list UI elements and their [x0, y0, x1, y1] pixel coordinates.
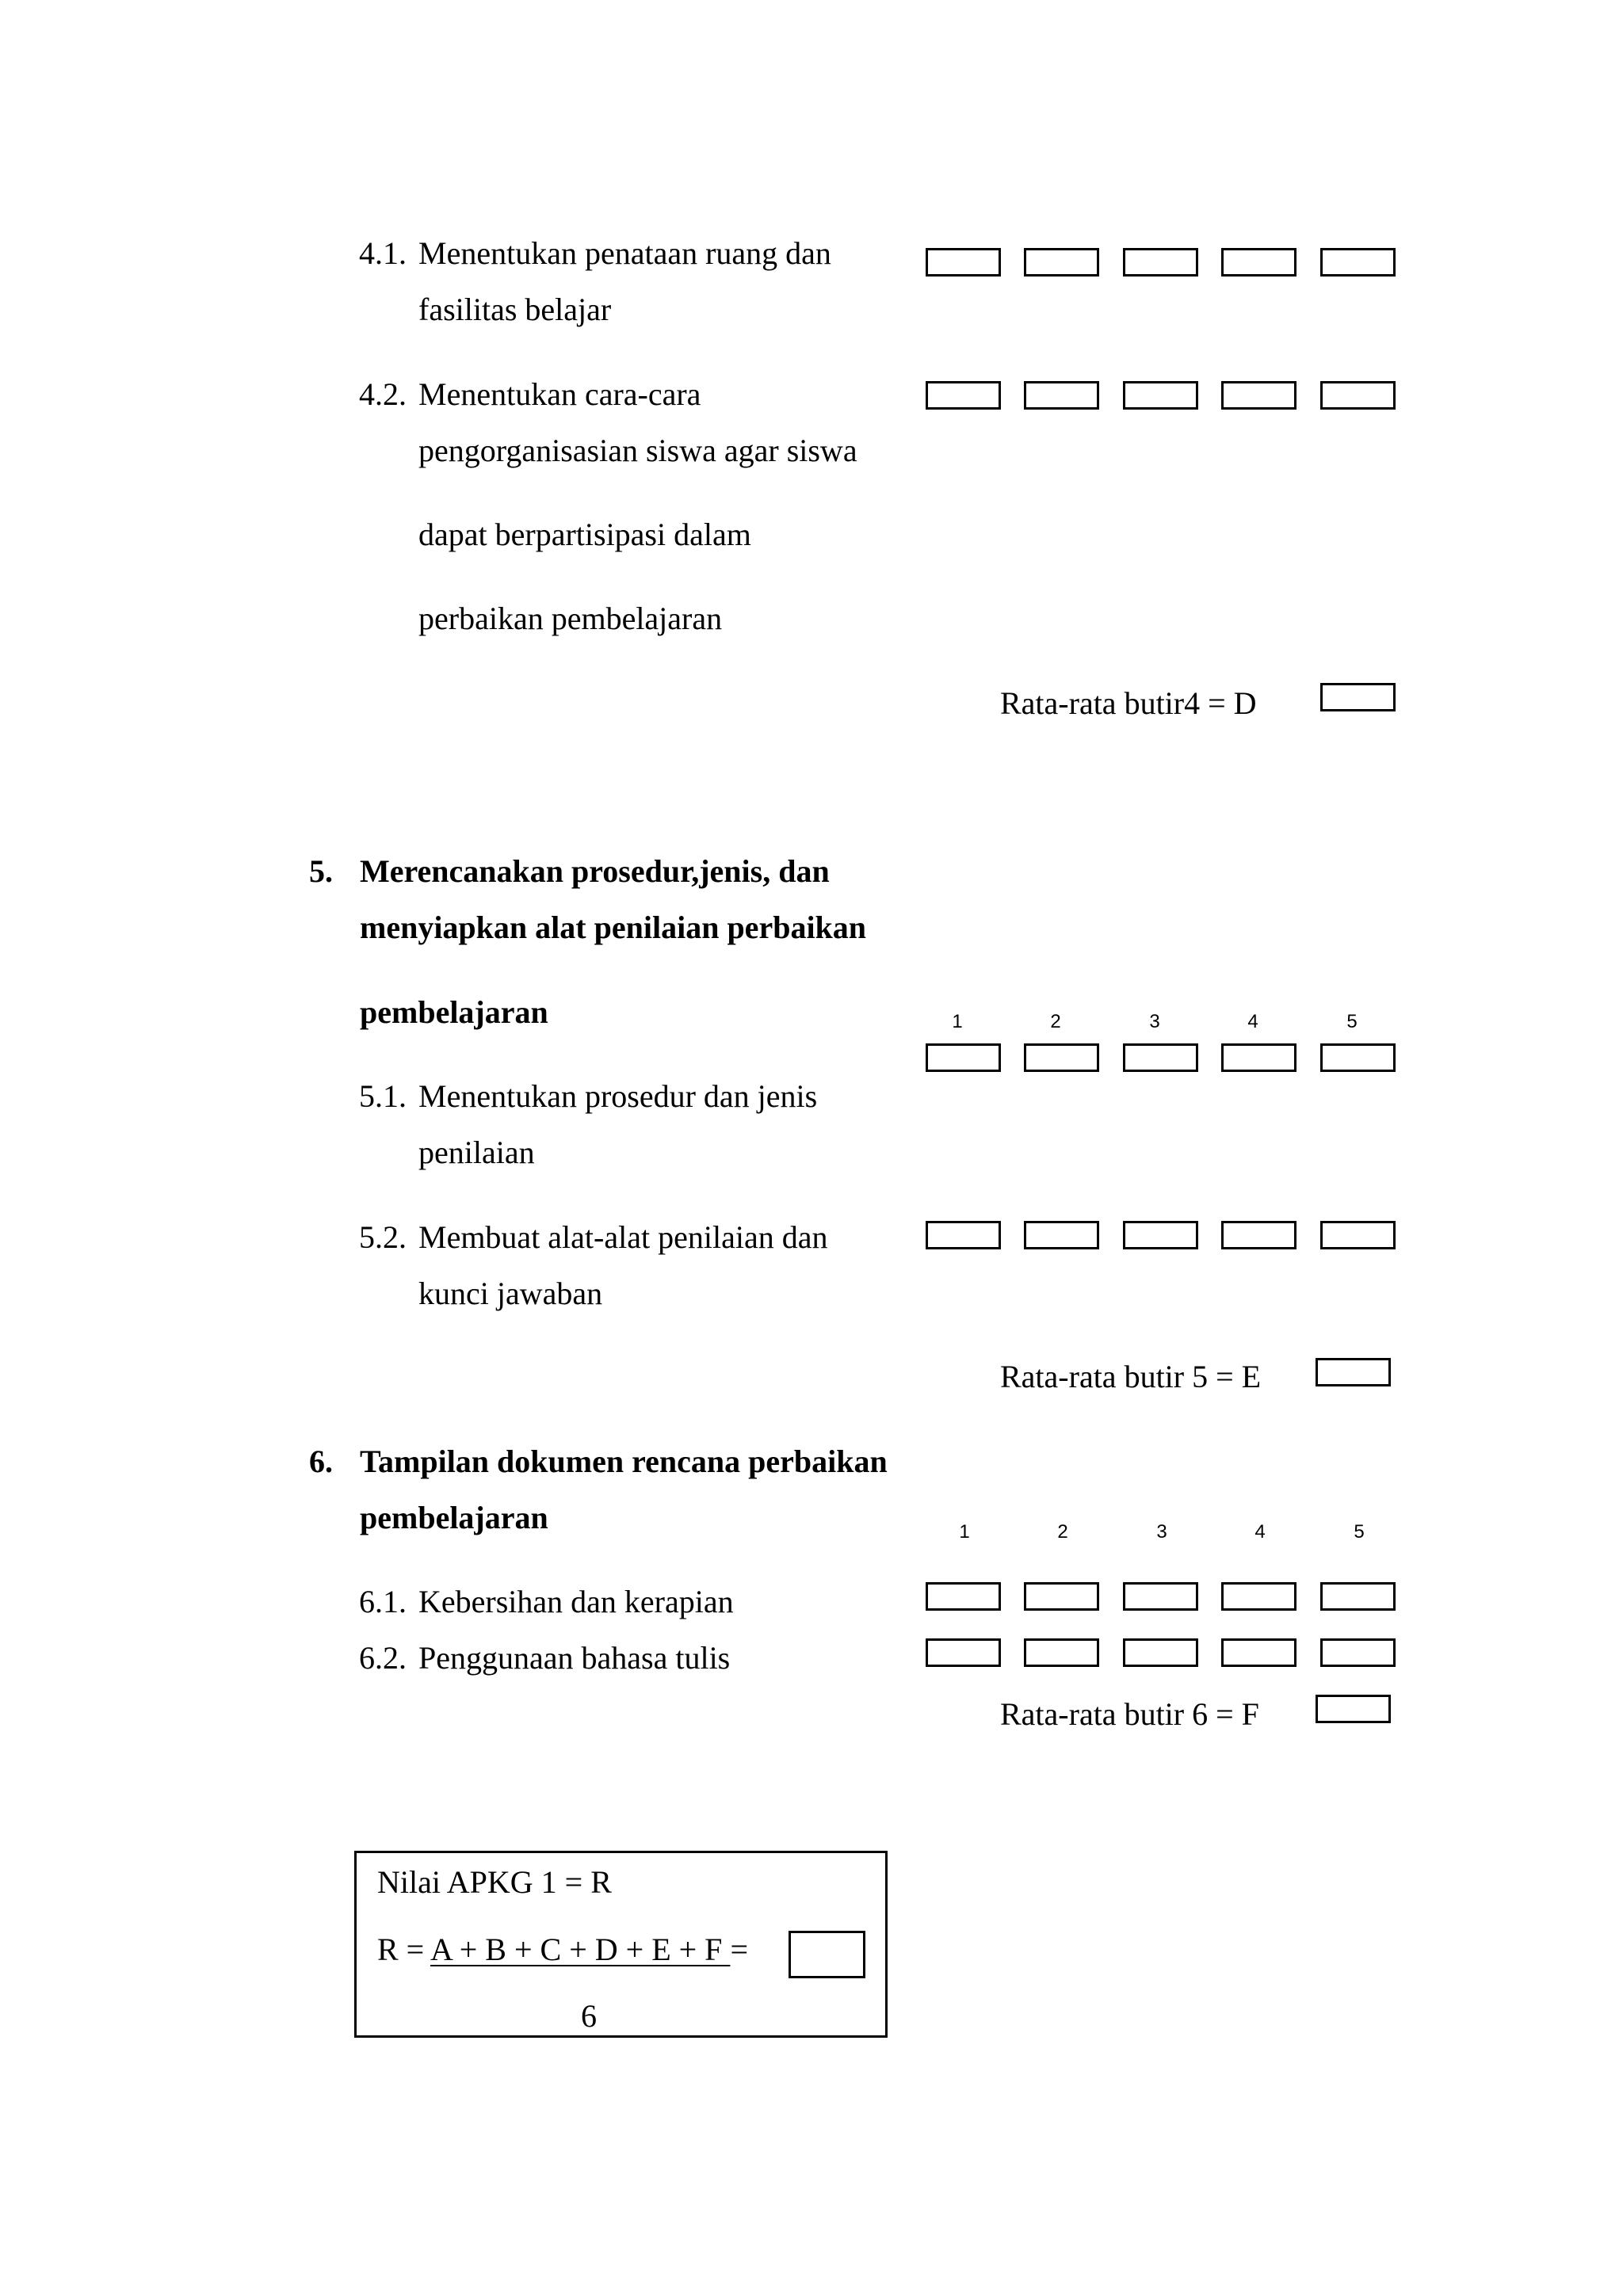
rating-box-6-1-2[interactable] — [1024, 1582, 1099, 1611]
average-label-5: Rata-rata butir 5 = E — [1000, 1359, 1262, 1394]
average-box-4[interactable] — [1320, 683, 1396, 711]
section-6-heading: Tampilan dokumen rencana perbaikan — [360, 1444, 888, 1479]
scale-label-1: 1 — [952, 1011, 963, 1032]
section-5-heading-cont: menyiapkan alat penilaian perbaikan — [360, 910, 867, 945]
scale-label-5: 5 — [1346, 1011, 1358, 1032]
rating-box-5-2-2[interactable] — [1024, 1221, 1099, 1249]
section-6-number: 6. — [309, 1444, 333, 1479]
rating-box-5-2-1[interactable] — [926, 1221, 1001, 1249]
rating-box-4-2-4[interactable] — [1221, 381, 1296, 410]
apkg-formula-denominator: 6 — [581, 1998, 597, 2034]
apkg-result-box[interactable] — [789, 1931, 865, 1978]
scale-label-4: 4 — [1254, 1521, 1266, 1543]
apkg-formula-prefix: R = — [377, 1932, 431, 1967]
scale-label-1: 1 — [959, 1521, 970, 1543]
scale-label-5: 5 — [1354, 1521, 1365, 1543]
scale-label-3: 3 — [1156, 1521, 1167, 1543]
rating-box-5-2-3[interactable] — [1123, 1221, 1198, 1249]
rating-box-6-2-2[interactable] — [1024, 1638, 1099, 1667]
apkg-formula-equals: = — [730, 1932, 748, 1967]
scale-label-2: 2 — [1050, 1011, 1061, 1032]
apkg-summary-box — [354, 1851, 888, 2038]
average-box-6[interactable] — [1316, 1695, 1391, 1723]
scale-label-2: 2 — [1057, 1521, 1068, 1543]
item-5-2-label: Membuat alat-alat penilaian dan — [418, 1219, 828, 1255]
rating-box-6-1-4[interactable] — [1221, 1582, 1296, 1611]
item-5-1-label: Menentukan prosedur dan jenis — [418, 1078, 818, 1114]
rating-box-4-1-5[interactable] — [1320, 248, 1396, 277]
item-4-1-label: Menentukan penataan ruang dan — [418, 235, 831, 271]
scale-label-3: 3 — [1149, 1011, 1160, 1032]
item-6-1-number: 6.1. — [359, 1584, 407, 1619]
item-6-2-label: Penggunaan bahasa tulis — [418, 1640, 731, 1676]
rating-box-6-1-1[interactable] — [926, 1582, 1001, 1611]
item-4-2-label: Menentukan cara-cara — [418, 376, 701, 412]
item-5-2-label-cont: kunci jawaban — [418, 1276, 603, 1311]
item-4-1-number: 4.1. — [359, 235, 407, 271]
section-5-heading-cont: pembelajaran — [360, 994, 548, 1030]
rating-box-4-2-5[interactable] — [1320, 381, 1396, 410]
rating-box-4-2-3[interactable] — [1123, 381, 1198, 410]
item-5-1-label-cont: penilaian — [418, 1135, 535, 1170]
item-6-1-label: Kebersihan dan kerapian — [418, 1584, 734, 1619]
rating-box-5-1-5[interactable] — [1320, 1043, 1396, 1072]
rating-box-5-2-5[interactable] — [1320, 1221, 1396, 1249]
section-6-heading-cont: pembelajaran — [360, 1500, 548, 1535]
rating-box-5-1-4[interactable] — [1221, 1043, 1296, 1072]
average-label-4: Rata-rata butir4 = D — [1000, 685, 1257, 721]
rating-box-6-1-5[interactable] — [1320, 1582, 1396, 1611]
item-5-2-number: 5.2. — [359, 1219, 407, 1255]
rating-box-6-2-5[interactable] — [1320, 1638, 1396, 1667]
average-box-5[interactable] — [1316, 1358, 1391, 1386]
rating-box-4-1-1[interactable] — [926, 248, 1001, 277]
item-4-1-label-cont: fasilitas belajar — [418, 292, 612, 327]
rating-box-6-1-3[interactable] — [1123, 1582, 1198, 1611]
item-4-2-number: 4.2. — [359, 376, 407, 412]
average-label-6: Rata-rata butir 6 = F — [1000, 1696, 1259, 1732]
scale-label-4: 4 — [1247, 1011, 1258, 1032]
item-4-2-label-cont: dapat berpartisipasi dalam — [418, 517, 751, 552]
rating-box-4-2-2[interactable] — [1024, 381, 1099, 410]
section-5-heading: Merencanakan prosedur,jenis, dan — [360, 853, 830, 889]
rating-box-4-2-1[interactable] — [926, 381, 1001, 410]
rating-box-5-2-4[interactable] — [1221, 1221, 1296, 1249]
section-5-number: 5. — [309, 853, 333, 889]
rating-box-6-2-4[interactable] — [1221, 1638, 1296, 1667]
rating-box-4-1-4[interactable] — [1221, 248, 1296, 277]
rating-box-4-1-2[interactable] — [1024, 248, 1099, 277]
item-6-2-number: 6.2. — [359, 1640, 407, 1676]
rating-box-5-1-1[interactable] — [926, 1043, 1001, 1072]
rating-box-4-1-3[interactable] — [1123, 248, 1198, 277]
item-4-2-label-cont: perbaikan pembelajaran — [418, 601, 723, 636]
apkg-summary-title: Nilai APKG 1 = R — [377, 1864, 612, 1900]
rating-box-5-1-3[interactable] — [1123, 1043, 1198, 1072]
rating-box-6-2-3[interactable] — [1123, 1638, 1198, 1667]
rating-box-6-2-1[interactable] — [926, 1638, 1001, 1667]
item-5-1-number: 5.1. — [359, 1078, 407, 1114]
apkg-formula — [377, 1934, 748, 1966]
item-4-2-label-cont: pengorganisasian siswa agar siswa — [418, 433, 857, 468]
apkg-formula-numerator: A + B + C + D + E + F — [430, 1932, 731, 1967]
rating-box-5-1-2[interactable] — [1024, 1043, 1099, 1072]
